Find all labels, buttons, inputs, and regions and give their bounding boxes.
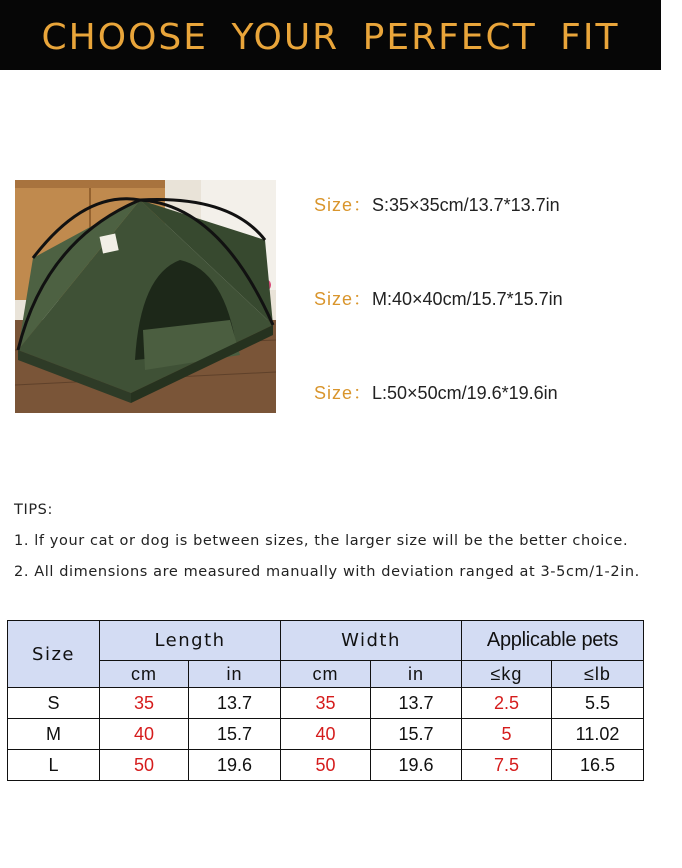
length-in-cell: 13.7	[189, 688, 281, 719]
size-option-l	[314, 379, 558, 405]
width-cm-cell: 40	[281, 719, 371, 750]
kg-cell: 5	[462, 719, 552, 750]
size-key: Size：	[314, 383, 373, 403]
length-cm-cell: 35	[100, 688, 189, 719]
width-in-cell: 15.7	[371, 719, 462, 750]
lb-cell: 16.5	[552, 750, 644, 781]
kg-cell: 7.5	[462, 750, 552, 781]
unit-lb: ≤lb	[552, 661, 644, 688]
kg-cell: 2.5	[462, 688, 552, 719]
length-cm-cell: 50	[100, 750, 189, 781]
size-cell: S	[8, 688, 100, 719]
size-option-m	[314, 285, 563, 311]
size-chart-table	[7, 620, 644, 781]
length-header: Length	[100, 621, 281, 661]
unit-cm: cm	[100, 661, 189, 688]
title-banner	[0, 0, 661, 70]
banner-title: CHOOSE YOUR PERFECT FIT	[41, 16, 620, 58]
unit-kg: ≤kg	[462, 661, 552, 688]
table-row	[8, 719, 644, 750]
size-header: Size	[8, 621, 100, 688]
table-row	[8, 750, 644, 781]
size-value: S:35×35cm/13.7*13.7in	[372, 195, 560, 215]
pets-header: Applicable pets	[462, 621, 644, 661]
size-key: Size：	[314, 289, 373, 309]
table-row	[8, 688, 644, 719]
width-in-cell: 13.7	[371, 688, 462, 719]
lb-cell: 5.5	[552, 688, 644, 719]
unit-in: in	[189, 661, 281, 688]
tips-section	[14, 500, 640, 593]
tip-item: 1. lf your cat or dog is between sizes, the larger size will be the better choice.	[14, 533, 629, 549]
width-cm-cell: 50	[281, 750, 371, 781]
width-header: Width	[281, 621, 462, 661]
size-key: Size：	[314, 195, 373, 215]
length-in-cell: 19.6	[189, 750, 281, 781]
size-cell: M	[8, 719, 100, 750]
size-value: M:40×40cm/15.7*15.7in	[372, 289, 563, 309]
size-option-s	[314, 191, 560, 217]
lb-cell: 11.02	[552, 719, 644, 750]
width-cm-cell: 35	[281, 688, 371, 719]
width-in-cell: 19.6	[371, 750, 462, 781]
product-photo	[15, 180, 276, 413]
size-value: L:50×50cm/19.6*19.6in	[372, 383, 558, 403]
length-in-cell: 15.7	[189, 719, 281, 750]
tip-item: 2. All dimensions are measured manually with deviation ranged at 3-5cm/1-2in.	[14, 564, 640, 580]
size-cell: L	[8, 750, 100, 781]
length-cm-cell: 40	[100, 719, 189, 750]
tips-heading: TIPS:	[14, 502, 53, 518]
unit-cm: cm	[281, 661, 371, 688]
unit-in: in	[371, 661, 462, 688]
